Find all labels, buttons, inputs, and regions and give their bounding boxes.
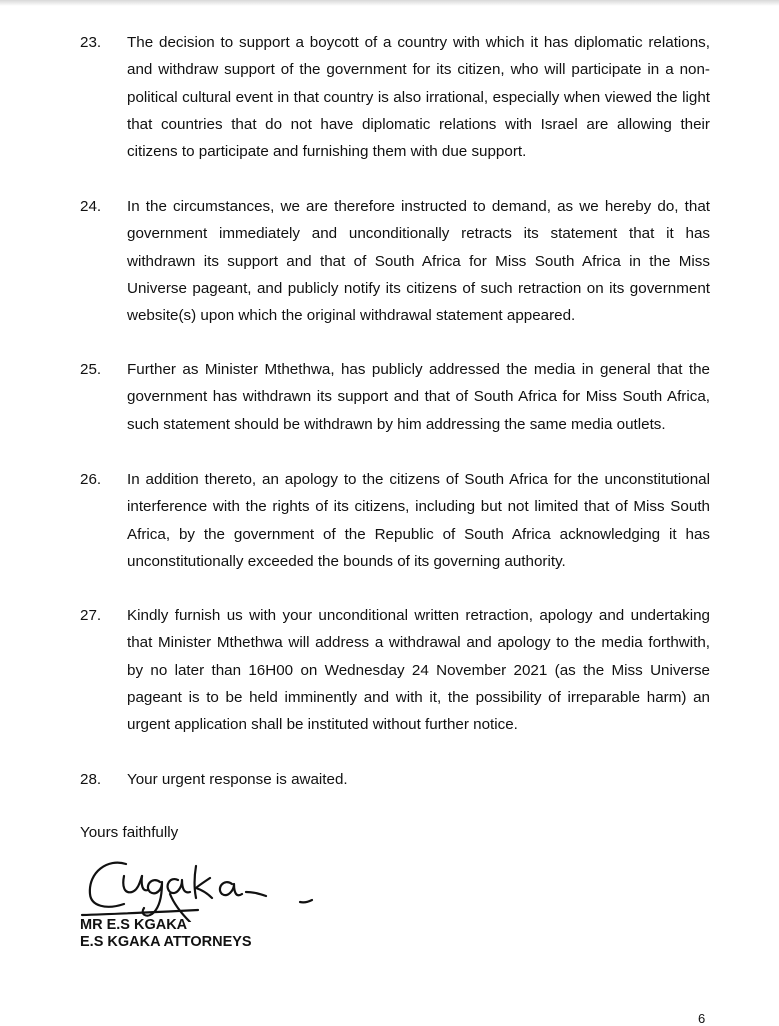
page-number: 6 — [698, 1011, 706, 1026]
paragraph-number: 28. — [80, 771, 102, 788]
paragraph-number: 26. — [80, 471, 102, 488]
paragraph-27 — [80, 602, 710, 738]
signatory-block — [80, 917, 252, 951]
paragraph-text: Further as Minister Mthethwa, has publicly addressed the media in general that the government has withdrawn its support and that of South Africa for Miss South Africa, such statement should be withdrawn by him addressing the same media outlets. — [127, 361, 710, 433]
paragraph-number: 23. — [80, 34, 102, 51]
paragraph-number: 24. — [80, 198, 102, 215]
paragraph-26 — [80, 466, 710, 575]
paragraph-text: In the circumstances, we are therefore instructed to demand, as we hereby do, that government immediately and unconditionally retracts its statement that it has withdrawn its support and that of South Africa for Miss South Africa in the Miss Universe pageant, and publicly notify its citizens of such retraction on its government website(s) upon which the original withdrawal statement appeared. — [127, 198, 710, 325]
paragraph-24 — [80, 193, 710, 329]
paragraph-25 — [80, 356, 710, 438]
paragraph-text: The decision to support a boycott of a country with which it has diplomatic relations, and withdraw support of the government for its citizen, who will participate in a non-political cultural event in that country is also irrational, especially when viewed the light that countries that do not have diplomatic relations with Israel are allowing their citizens to participate and furnishing them with due support. — [127, 34, 710, 161]
page-top-edge — [0, 0, 779, 6]
signatory-firm: E.S KGAKA ATTORNEYS — [80, 934, 252, 950]
handwritten-signature — [78, 852, 328, 922]
paragraph-number: 25. — [80, 361, 102, 378]
paragraph-text: Kindly furnish us with your unconditional written retraction, apology and undertaking that Minister Mthethwa will address a withdrawal and apology to the media forthwith, by no later than 16H00 on Wednesday 24 November 2021 (as the Miss Universe pageant is to be held imminently and with it, the possibility of irreparable harm) an urgent application shall be instituted without further notice. — [127, 607, 710, 734]
closing-salutation: Yours faithfully — [80, 824, 179, 841]
paragraph-text: In addition thereto, an apology to the citizens of South Africa for the unconstitutional interference with the rights of its citizens, including but not limited that of Miss South Africa, by the government of the Republic of South Africa acknowledging it has unconstitutionally exceeded the bounds of its governing authority. — [127, 471, 710, 570]
signatory-name: MR E.S KGAKA — [80, 917, 188, 933]
paragraph-23 — [80, 29, 710, 165]
paragraph-number: 27. — [80, 607, 102, 624]
paragraph-text: Your urgent response is awaited. — [127, 771, 348, 788]
paragraph-28 — [80, 766, 710, 793]
